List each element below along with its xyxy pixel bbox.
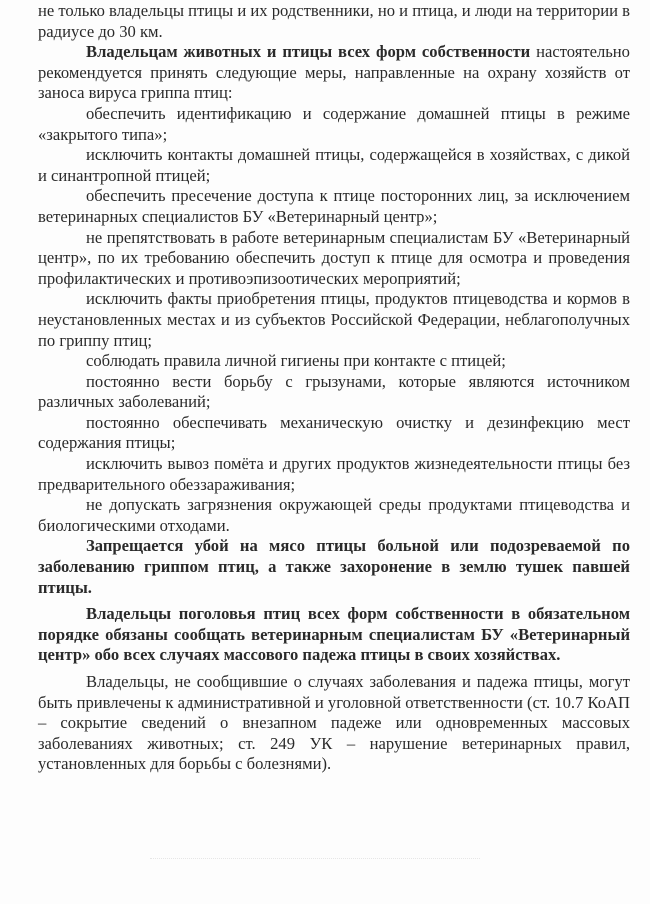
owners-bold-lead: Владельцам животных и птицы всех форм собственности xyxy=(86,42,531,62)
scan-artifact xyxy=(150,858,480,862)
measure-item: постоянно вести борьбу с грызунами, которые являются источником различных заболеваний; xyxy=(38,371,630,412)
measure-item: обеспечить пресечение доступа к птице посторонних лиц, за исключением ветеринарных специалистов БУ «Ветеринарный центр»; xyxy=(38,186,630,226)
liability-notice: Владельцы, не сообщившие о случаях заболевания и падежа птицы, могут быть привлечены к административной и уголовной ответственности (ст. 10.7 КоАП – сокрытие сведений о внезапном падеже или одновременных массовых заболеваниях животных; ст. 249 УК – нарушение ветеринарных правил, установленных для борьбы с болезнями). xyxy=(38,672,630,774)
paragraph-continuation: не только владельцы птицы и их родственники, но и птица, и люди на территории в радиусе до 30 км. xyxy=(38,1,630,41)
paragraph-owners-recommendation xyxy=(38,42,630,104)
measure-item: исключить вывоз помёта и других продуктов жизнедеятельности птицы без предварительного обеззараживания; xyxy=(38,454,630,494)
measure-item: исключить факты приобретения птицы, продуктов птицеводства и кормов в неустановленных местах и из субъектов Российской Федерации, неблагополучных по гриппу птиц; xyxy=(38,289,630,350)
measure-item: не препятствовать в работе ветеринарным специалистам БУ «Ветеринарный центр», по их требованию обеспечить доступ к птице для осмотра и проведения профилактических и противоэпизоотических мероприятий; xyxy=(38,227,630,288)
measure-item: не допускать загрязнения окружающей среды продуктами птицеводства и биологическими отходами. xyxy=(38,495,630,535)
measure-item: обеспечить идентификацию и содержание домашней птицы в режиме «закрытого типа»; xyxy=(38,103,630,144)
document-body xyxy=(38,1,630,775)
slaughter-prohibition: Запрещается убой на мясо птицы больной или подозреваемой по заболеванию гриппом птиц, а также захоронение в землю тушек павшей птицы. xyxy=(38,536,630,597)
reporting-obligation: Владельцы поголовья птиц всех форм собственности в обязательном порядке обязаны сообщать ветеринарным специалистам БУ «Ветеринарный центр» обо всех случаях массового падежа птицы в своих хозяйствах. xyxy=(38,604,630,665)
measure-item: постоянно обеспечивать механическую очистку и дезинфекцию мест содержания птицы; xyxy=(38,412,630,453)
measure-item: соблюдать правила личной гигиены при контакте с птицей; xyxy=(86,351,506,371)
owners-recommendation-text: настоятельно рекомендуется принять следующие меры, направленные на охрану хозяйств от заноса вируса гриппа птиц: xyxy=(38,42,630,103)
measure-item: исключить контакты домашней птицы, содержащейся в хозяйствах, с дикой и синантропной птицей; xyxy=(38,145,630,185)
